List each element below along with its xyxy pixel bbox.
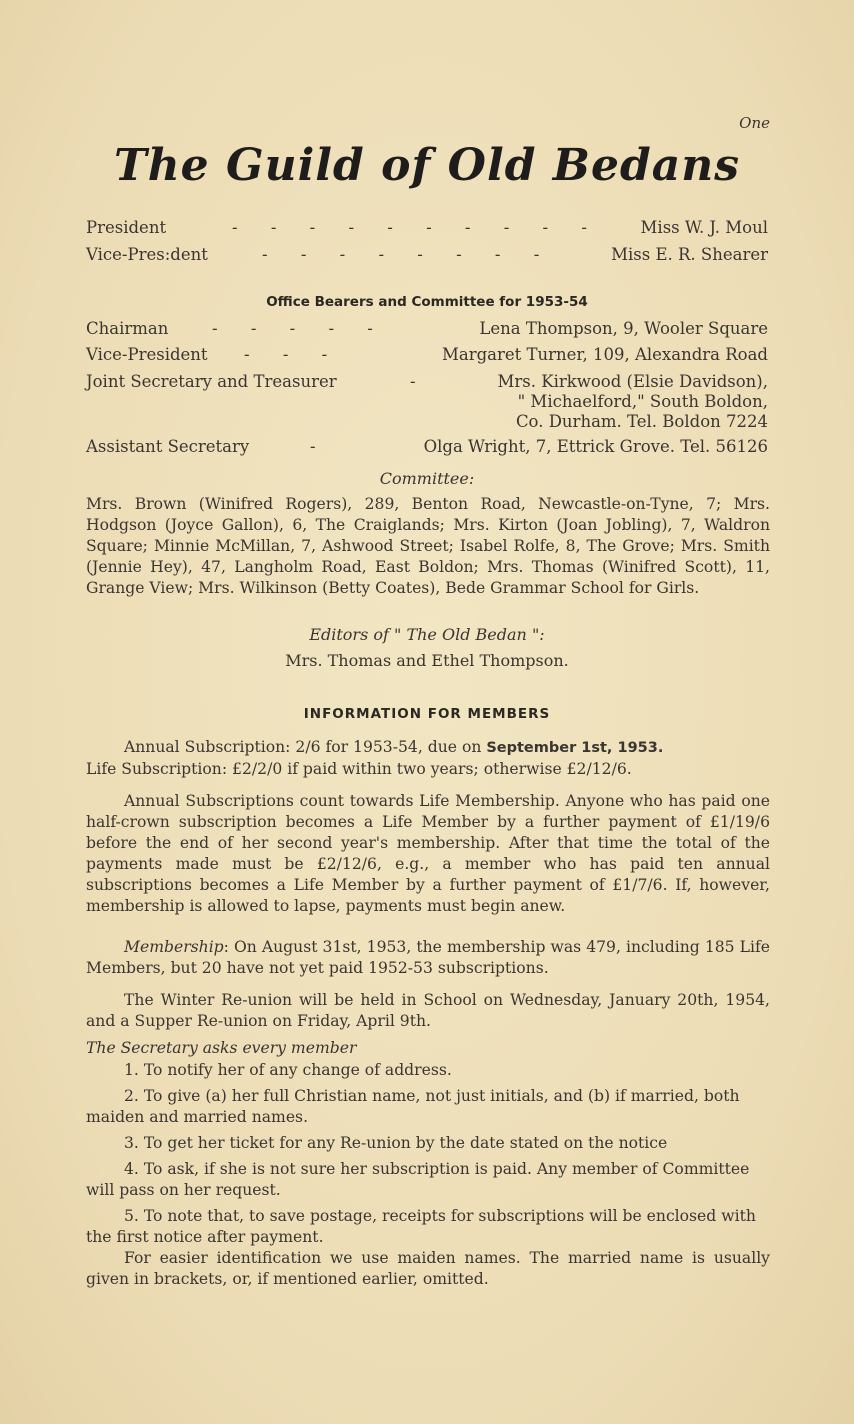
vp-role: Vice-President bbox=[86, 345, 208, 364]
editors-heading: Editors of " The Old Bedan ": bbox=[309, 625, 545, 644]
assistant-secretary-dash: - bbox=[310, 437, 316, 456]
committee-heading: Committee: bbox=[379, 469, 475, 488]
secretary-heading: The Secretary asks every member bbox=[86, 1039, 357, 1057]
page-number: One bbox=[739, 114, 770, 132]
joint-secretary-line-1: Mrs. Kirkwood (Elsie Davidson), bbox=[497, 372, 768, 391]
president-role: President bbox=[86, 218, 167, 237]
page-title: The Guild of Old Bedans bbox=[113, 140, 741, 191]
annual-subscription-date: September 1st, 1953. bbox=[486, 740, 664, 756]
life-subscription-line: Life Subscription: £2/2/0 if paid within two years; otherwise £2/12/6. bbox=[86, 760, 632, 778]
membership-label: Membership bbox=[124, 938, 224, 956]
vp-dashes: - - - bbox=[244, 345, 342, 364]
annual-subscriptions-paragraph: Annual Subscriptions count towards Life Membership. Anyone who has paid one half-crown subscription becomes a Life Member by a further payment of £1/19/6 before the end of her second year's membership. After that time the total of the payments made must be £2/12/6, e.g., a member who has paid ten annual subscriptions becomes a Life Member by a further payment of £1/7/6. If, however, membership is allowed to lapse, payments must begin anew. bbox=[86, 792, 770, 915]
president-dashes: - - - - - - - - - - bbox=[232, 218, 601, 237]
list-item: 3. To get her ticket for any Re-union by the date stated on the notice bbox=[124, 1134, 668, 1152]
subscription-block bbox=[86, 737, 770, 780]
office-bearers-heading: Office Bearers and Committee for 1953-54 bbox=[266, 294, 588, 310]
vice-president-role: Vice-Pres:dent bbox=[86, 245, 208, 264]
editors-names: Mrs. Thomas and Ethel Thompson. bbox=[285, 651, 569, 670]
closing-paragraph: For easier identification we use maiden names. The married name is usually given in brackets, or, if mentioned earlier, omitted. bbox=[86, 1249, 770, 1288]
list-item: 4. To ask, if she is not sure her subscription is paid. Any member of Committee will pass on her request. bbox=[86, 1160, 750, 1199]
annual-subscription-line bbox=[86, 737, 770, 759]
list-item: 5. To note that, to save postage, receipts for subscriptions will be enclosed with the first notice after payment. bbox=[86, 1207, 756, 1246]
annual-subscription-text: Annual Subscription: 2/6 for 1953-54, due on bbox=[124, 738, 487, 756]
vice-president-dashes: - - - - - - - - bbox=[262, 245, 554, 264]
assistant-secretary-role: Assistant Secretary bbox=[86, 437, 250, 456]
info-heading: INFORMATION FOR MEMBERS bbox=[303, 706, 551, 722]
list-item: 2. To give (a) her full Christian name, not just initials, and (b) if married, both maiden and married names. bbox=[86, 1087, 740, 1126]
vice-president-name: Miss E. R. Shearer bbox=[611, 245, 768, 264]
assistant-secretary-name: Olga Wright, 7, Ettrick Grove. Tel. 56126 bbox=[423, 437, 768, 456]
chairman-name: Lena Thompson, 9, Wooler Square bbox=[479, 319, 768, 338]
president-name: Miss W. J. Moul bbox=[640, 218, 768, 237]
list-item: 1. To notify her of any change of address. bbox=[124, 1061, 452, 1079]
joint-secretary-line-2: " Michaelford," South Boldon, bbox=[517, 392, 768, 411]
reunion-paragraph: The Winter Re-union will be held in School on Wednesday, January 20th, 1954, and a Supper Re-union on Friday, April 9th. bbox=[86, 991, 770, 1030]
requests-list bbox=[86, 1060, 770, 1253]
joint-secretary-line-3: Co. Durham. Tel. Boldon 7224 bbox=[515, 412, 768, 431]
committee-text: Mrs. Brown (Winifred Rogers), 289, Benton Road, Newcastle-on-Tyne, 7; Mrs. Hodgson (Joyce Gallon), 6, The Craiglands; Mrs. Kirton (Joan Jobling), 7, Waldron Square; Minnie McMillan, 7, Ashwood Street; Isabel Rolfe, 8, The Grove; Mrs. Smith (Jennie Hey), 47, Langholm Road, East Boldon; Mrs. Thomas (Winifred Scott), 11, Grange View; Mrs. Wilkinson (Betty Coates), Bede Grammar School for Girls. bbox=[86, 495, 770, 597]
joint-secretary-role: Joint Secretary and Treasurer bbox=[86, 372, 337, 391]
chairman-role: Chairman bbox=[86, 319, 169, 338]
membership-paragraph bbox=[86, 937, 770, 979]
vp-name: Margaret Turner, 109, Alexandra Road bbox=[441, 345, 768, 364]
membership-text: : On August 31st, 1953, the membership was 479, including 185 Life Members, but 20 have not yet paid 1952-53 subscriptions. bbox=[86, 938, 770, 977]
joint-secretary-dash: - bbox=[410, 372, 416, 391]
chairman-dashes: - - - - - bbox=[212, 319, 387, 338]
